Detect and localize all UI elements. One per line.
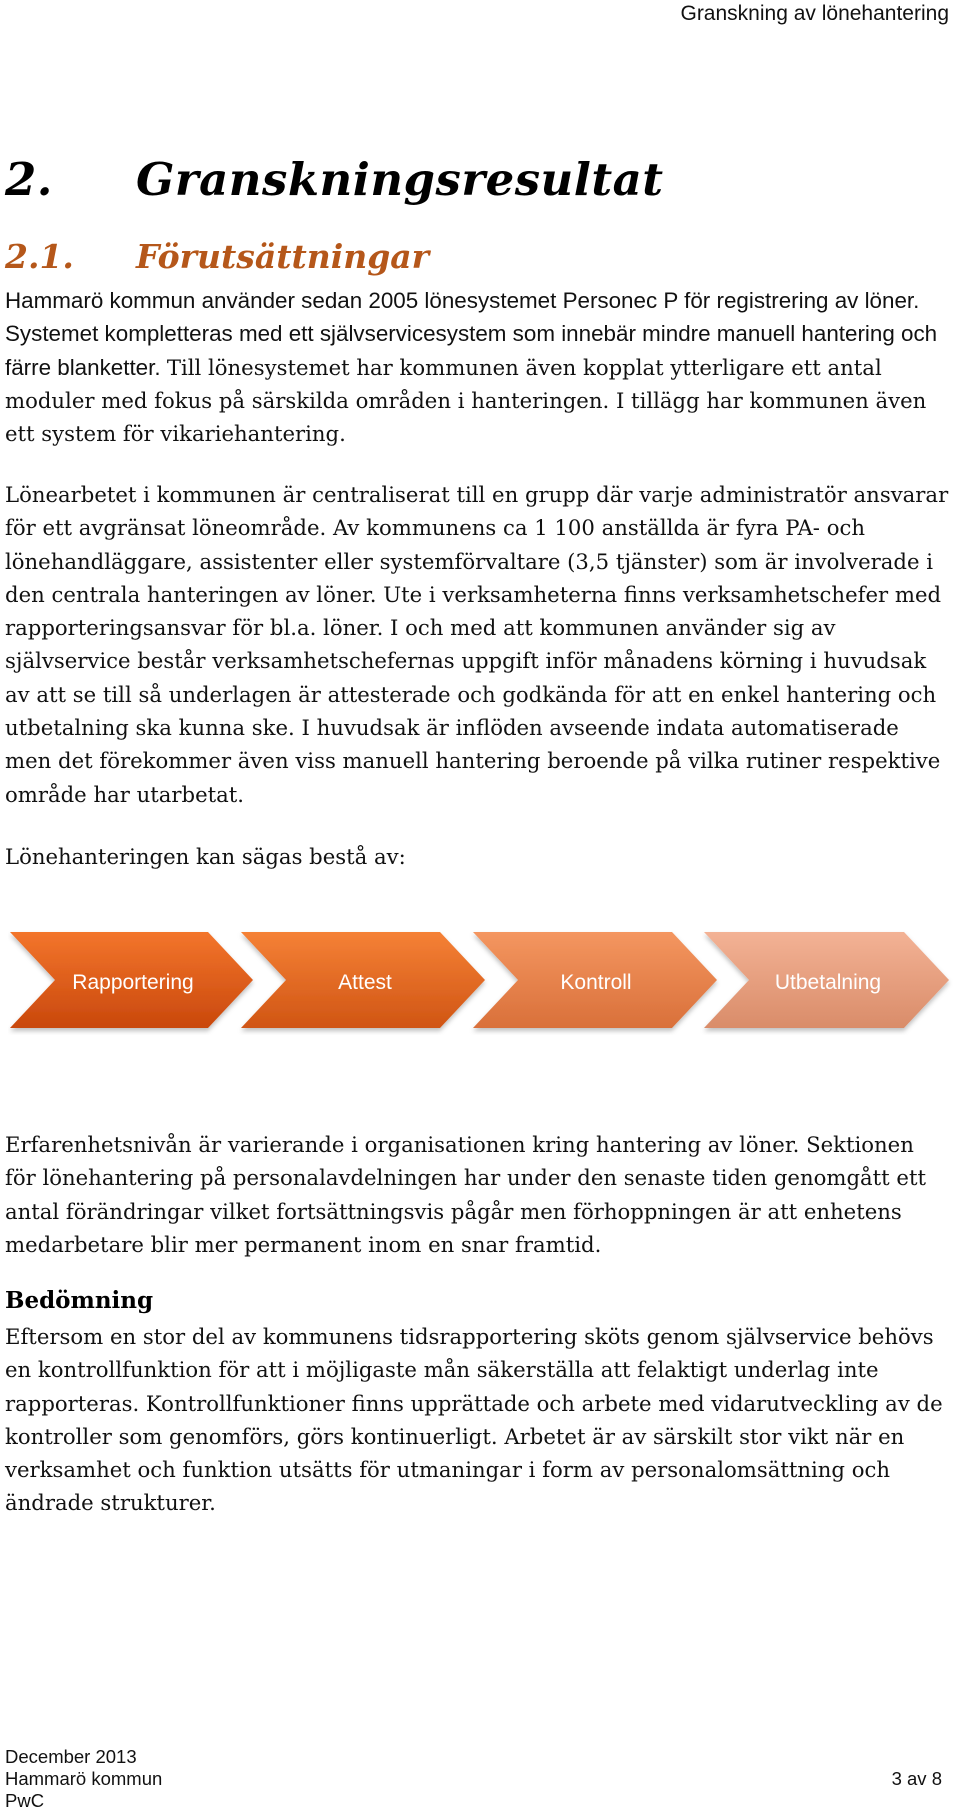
- process-step-label-utbetalning: Utbetalning: [774, 971, 882, 994]
- footer-page-number: 3 av 8: [891, 1768, 942, 1789]
- process-step-label-rapportering: Rapportering: [72, 971, 194, 994]
- paragraph-intro-serif-part: Till lönesystemet har kommunen även kopplat ytterligare ett antal moduler med fokus på särskilda områden i hanteringen. I tillägg har kommunen även ett system för vikariehantering.: [5, 354, 927, 447]
- running-header-title: Granskning av lönehantering: [680, 2, 949, 25]
- subsection-number: 2.1.: [5, 237, 74, 276]
- footer-organization: Hammarö kommun: [5, 1768, 163, 1789]
- footer-date: December 2013: [5, 1746, 137, 1767]
- paragraph-intro-sans-part: Hammarö kommun använder sedan 2005 lönesystemet Personec P för registrering av löner. Systemet kompletteras med ett självservicesystem som innebär mindre manuell hantering och färre blanketter.: [5, 288, 938, 380]
- assessment-heading: Bedömning: [5, 1287, 154, 1314]
- paragraph-organisation: Lönearbetet i kommunen är centraliserat till en grupp där varje administratör ansvarar för ett avgränsat löneområde. Av kommunens ca 1 100 anställda är fyra PA- och lönehandläggare, assistenter eller systemförvaltare (3,5 tjänster) som är involverade i den centrala hanteringen av löner. Ute i verksamheterna finns verksamhetschefer med rapporteringsansvar för bl.a. löner. I och med att kommunen använder sig av självservice består verksamhetschefernas uppgift inför månadens körning i huvudsak av att se till så underlagen är attesterade och godkända för att en enkel hantering och utbetalning ska kunna ske. I huvudsak är inflöden avseende indata automatiserade men det förekommer även viss manuell hantering beroende på vilka rutiner respektive område har utarbetat.: [5, 482, 949, 807]
- footer-firm: PwC: [5, 1790, 45, 1811]
- subsection-heading: [5, 237, 429, 276]
- process-step-label-kontroll: Kontroll: [560, 971, 632, 994]
- paragraph-process-intro: Lönehanteringen kan sägas bestå av:: [5, 844, 406, 869]
- footer-organization-row: [5, 1768, 955, 1789]
- paragraph-intro-system: [5, 284, 950, 450]
- section-heading: [5, 153, 664, 206]
- paragraph-assessment: Eftersom en stor del av kommunens tidsrapportering sköts genom självservice behövs en kontrollfunktion för att i möjligaste mån säkerställa att felaktigt underlag inte rapporteras. Kontrollfunktioner finns upprättade och arbete med vidarutveckling av de kontroller som genomförs, görs kontinuerligt. Arbetet är av särskilt stor vikt när en verksamhet och funktion utsätts för utmaningar i form av personalomsättning och ändrade strukturer.: [5, 1324, 943, 1516]
- subsection-title: Förutsättningar: [136, 237, 430, 276]
- paragraph-experience: Erfarenhetsnivån är varierande i organisationen kring hantering av löner. Sektionen för lönehantering på personalavdelningen har under den senaste tiden genomgått ett antal förändringar vilket fortsättningsvis pågår men förhoppningen är att enhetens medarbetare blir mer permanent inom en snar framtid.: [5, 1132, 926, 1257]
- process-step-label-attest: Attest: [338, 971, 392, 994]
- payroll-process-diagram: [8, 930, 953, 1035]
- section-number: 2.: [5, 153, 53, 206]
- section-title: Granskningsresultat: [136, 153, 664, 206]
